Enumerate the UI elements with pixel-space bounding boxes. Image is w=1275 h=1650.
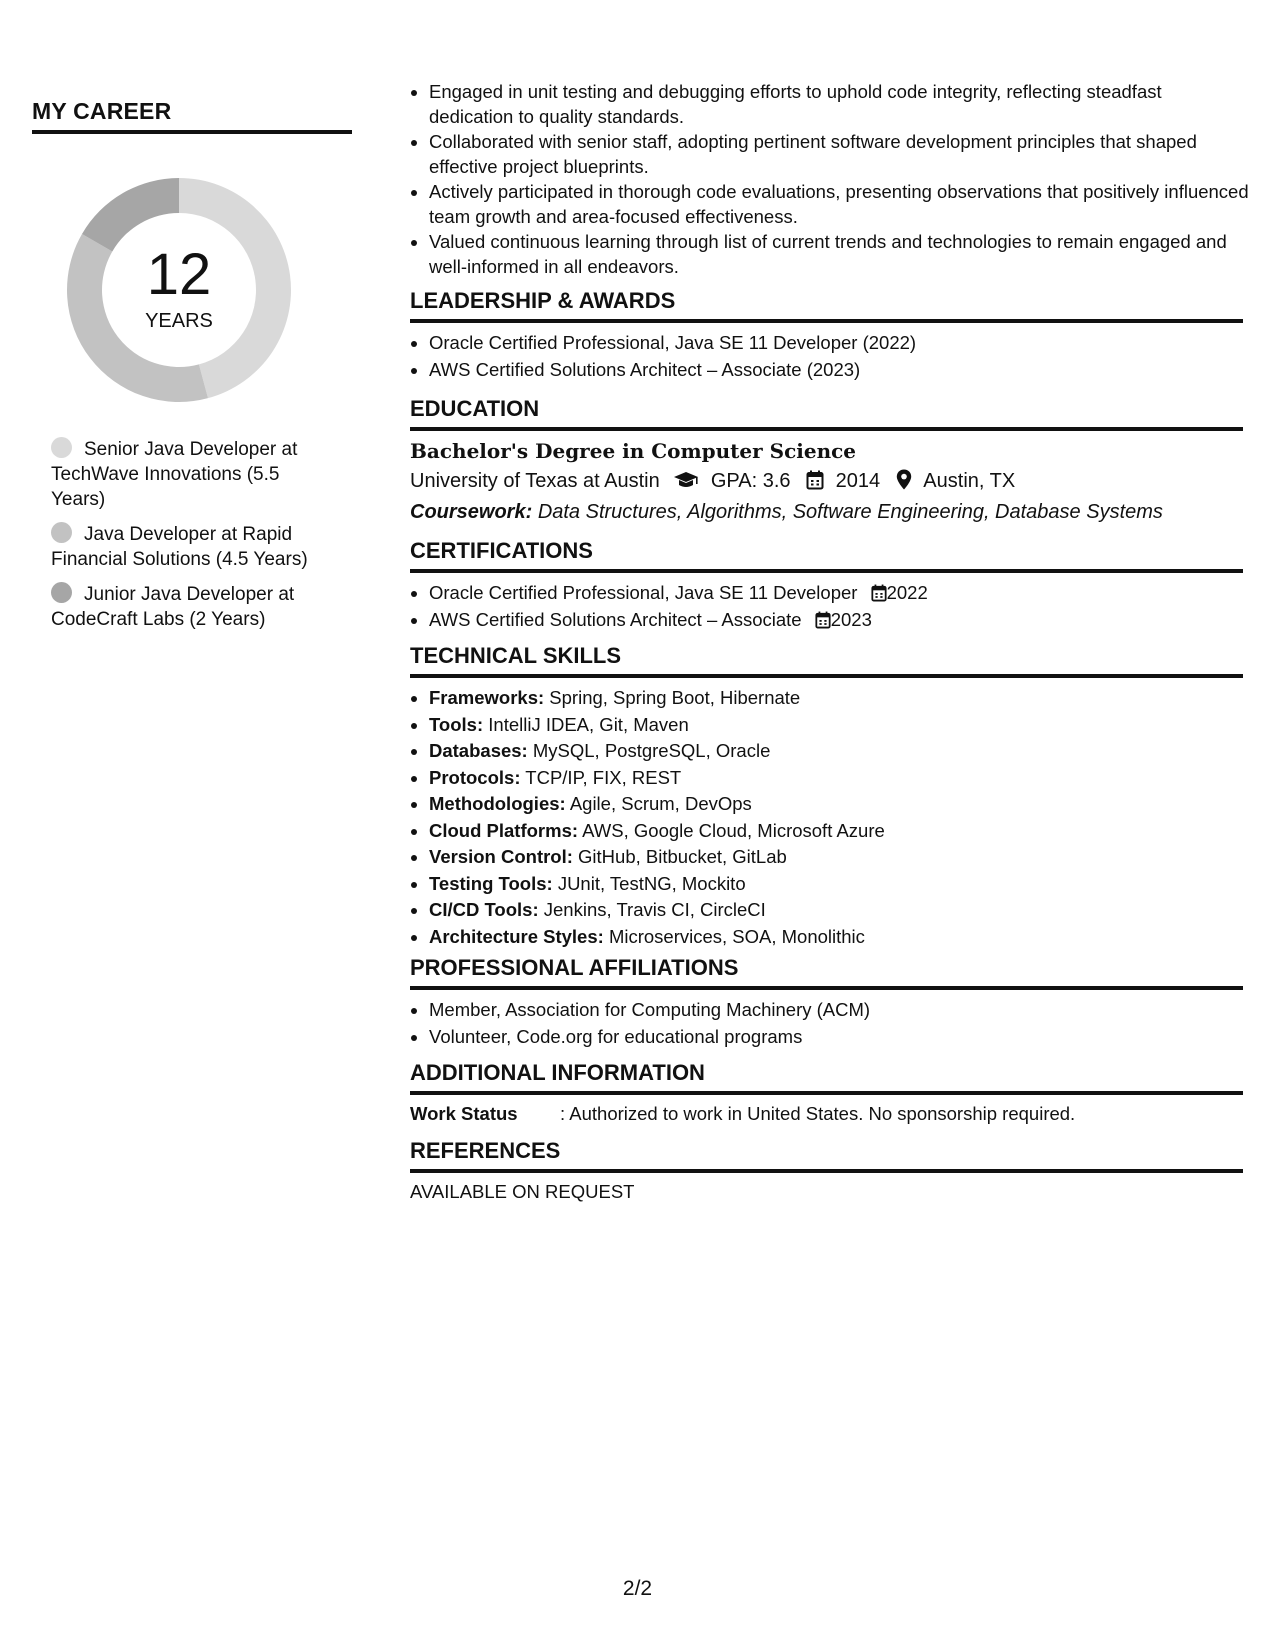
- donut-center: [66, 177, 292, 403]
- list-item: • Member, Association for Computing Machinery (ACM): [429, 998, 1243, 1023]
- list-item: • AWS Certified Solutions Architect – Associate (2023): [429, 358, 1243, 383]
- certifications-section: [410, 537, 1243, 634]
- school-name: University of Texas at Austin: [410, 470, 660, 492]
- skill-label: Frameworks:: [429, 687, 545, 708]
- list-item: • Actively participated in thorough code evaluations, presenting observations that positively influenced team growth and area-focused effectiveness.: [429, 180, 1249, 229]
- list-item: [429, 713, 1243, 738]
- section-rule: [410, 674, 1243, 678]
- coursework: [410, 501, 1243, 524]
- section-rule: [410, 1091, 1243, 1095]
- map-pin-icon: [896, 469, 912, 493]
- list-item: [429, 581, 1243, 606]
- references-section: [410, 1137, 1243, 1203]
- skill-label: Protocols:: [429, 766, 521, 788]
- legend-item: [51, 522, 321, 572]
- work-status-label: Work Status: [410, 1103, 518, 1124]
- list-item: [429, 898, 1243, 923]
- skill-label: Version Control:: [429, 846, 573, 867]
- list-item: [429, 792, 1243, 817]
- section-rule: [410, 986, 1243, 990]
- school-location: Austin, TX: [923, 470, 1016, 492]
- list-item: [429, 819, 1243, 844]
- career-legend: [51, 437, 321, 642]
- career-heading: MY CAREER: [32, 98, 172, 124]
- career-years-label: YEARS: [145, 310, 213, 332]
- skill-value: AWS, Google Cloud, Microsoft Azure: [582, 819, 885, 841]
- graduation-year: 2014: [835, 470, 881, 492]
- page-number: 2/2: [622, 1577, 653, 1600]
- section-heading: REFERENCES: [410, 1138, 561, 1163]
- skill-value: Agile, Scrum, DevOps: [569, 793, 752, 814]
- references-text: AVAILABLE ON REQUEST: [410, 1181, 635, 1202]
- skill-value: MySQL, PostgreSQL, Oracle: [532, 740, 771, 761]
- career-total-years: 12: [146, 242, 212, 307]
- calendar-icon: [871, 581, 887, 606]
- legend-dot: [51, 522, 72, 543]
- legend-item: [51, 582, 321, 632]
- skill-value: GitHub, Bitbucket, GitLab: [578, 846, 787, 867]
- graduation-cap-icon: [673, 470, 699, 493]
- section-heading: EDUCATION: [410, 396, 540, 421]
- education-details: [410, 469, 1243, 493]
- affiliations-section: [410, 954, 1243, 1051]
- experience-bullets: [410, 80, 1249, 280]
- legend-dot: [51, 582, 72, 603]
- section-rule: [410, 569, 1243, 573]
- legend-item: [51, 437, 321, 512]
- work-status-value: : Authorized to work in United States. No sponsorship required.: [560, 1103, 1076, 1124]
- calendar-icon: [815, 608, 831, 633]
- legend-label: Junior Java Developer at CodeCraft Labs (2 Years): [51, 584, 295, 630]
- education-section: [410, 395, 1243, 524]
- section-heading: ADDITIONAL INFORMATION: [410, 1060, 705, 1085]
- list-item: • Valued continuous learning through list of current trends and technologies to remain engaged and well-informed in all endeavors.: [429, 230, 1249, 279]
- skill-value: Jenkins, Travis CI, CircleCI: [543, 899, 766, 920]
- coursework-list: Data Structures, Algorithms, Software Engineering, Database Systems: [537, 501, 1163, 523]
- skill-label: Architecture Styles:: [429, 925, 604, 947]
- career-heading-rule: [32, 130, 352, 134]
- legend-label: Senior Java Developer at TechWave Innovations (5.5 Years): [51, 439, 298, 510]
- skill-value: Microservices, SOA, Monolithic: [608, 925, 865, 947]
- skill-value: IntelliJ IDEA, Git, Maven: [488, 713, 689, 735]
- cert-name: AWS Certified Solutions Architect – Associate: [429, 608, 802, 630]
- calendar-icon: [806, 470, 824, 493]
- skills-list: [410, 686, 1243, 949]
- leadership-list: [410, 331, 1243, 382]
- cert-year: 2023: [830, 608, 872, 630]
- list-item: [429, 608, 1243, 633]
- list-item: • Collaborated with senior staff, adopting pertinent software development principles that shaped effective project blueprints.: [429, 130, 1249, 179]
- list-item: [429, 766, 1243, 791]
- section-rule: [410, 427, 1243, 431]
- certifications-list: [410, 581, 1243, 632]
- skill-value: JUnit, TestNG, Mockito: [557, 872, 746, 894]
- affiliations-list: [410, 998, 1243, 1049]
- work-status: [410, 1103, 1243, 1125]
- gpa: GPA: 3.6: [710, 470, 791, 492]
- skill-label: Cloud Platforms:: [429, 819, 579, 841]
- skill-label: Tools:: [429, 713, 484, 735]
- list-item: • Oracle Certified Professional, Java SE 11 Developer (2022): [429, 331, 1243, 356]
- section-heading: TECHNICAL SKILLS: [410, 643, 622, 668]
- skill-label: CI/CD Tools:: [429, 899, 539, 920]
- section-rule: [410, 1169, 1243, 1173]
- section-heading: PROFESSIONAL AFFILIATIONS: [410, 955, 739, 980]
- cert-name: Oracle Certified Professional, Java SE 11 Developer: [429, 582, 858, 603]
- skills-section: [410, 642, 1243, 951]
- list-item: [429, 925, 1243, 950]
- legend-dot: [51, 437, 72, 458]
- list-item: [429, 845, 1243, 870]
- list-item: [429, 872, 1243, 897]
- additional-info-section: [410, 1059, 1243, 1125]
- cert-year: 2022: [886, 582, 928, 603]
- skill-label: Testing Tools:: [429, 872, 553, 894]
- list-item: [429, 739, 1243, 764]
- legend-label: Java Developer at Rapid Financial Solutions (4.5 Years): [51, 524, 308, 570]
- list-item: • Engaged in unit testing and debugging efforts to uphold code integrity, reflecting steadfast dedication to quality standards.: [429, 80, 1249, 129]
- list-item: [429, 686, 1243, 711]
- skill-label: Methodologies:: [429, 793, 566, 814]
- leadership-section: [410, 287, 1243, 384]
- skill-label: Databases:: [429, 740, 528, 761]
- coursework-label: Coursework:: [410, 501, 533, 523]
- section-rule: [410, 319, 1243, 323]
- degree-title: Bachelor's Degree in Computer Science: [410, 439, 857, 463]
- skill-value: Spring, Spring Boot, Hibernate: [549, 687, 801, 708]
- skill-value: TCP/IP, FIX, REST: [525, 766, 682, 788]
- section-heading: CERTIFICATIONS: [410, 538, 593, 563]
- list-item: • Volunteer, Code.org for educational programs: [429, 1025, 1243, 1050]
- section-heading: LEADERSHIP & AWARDS: [410, 288, 676, 313]
